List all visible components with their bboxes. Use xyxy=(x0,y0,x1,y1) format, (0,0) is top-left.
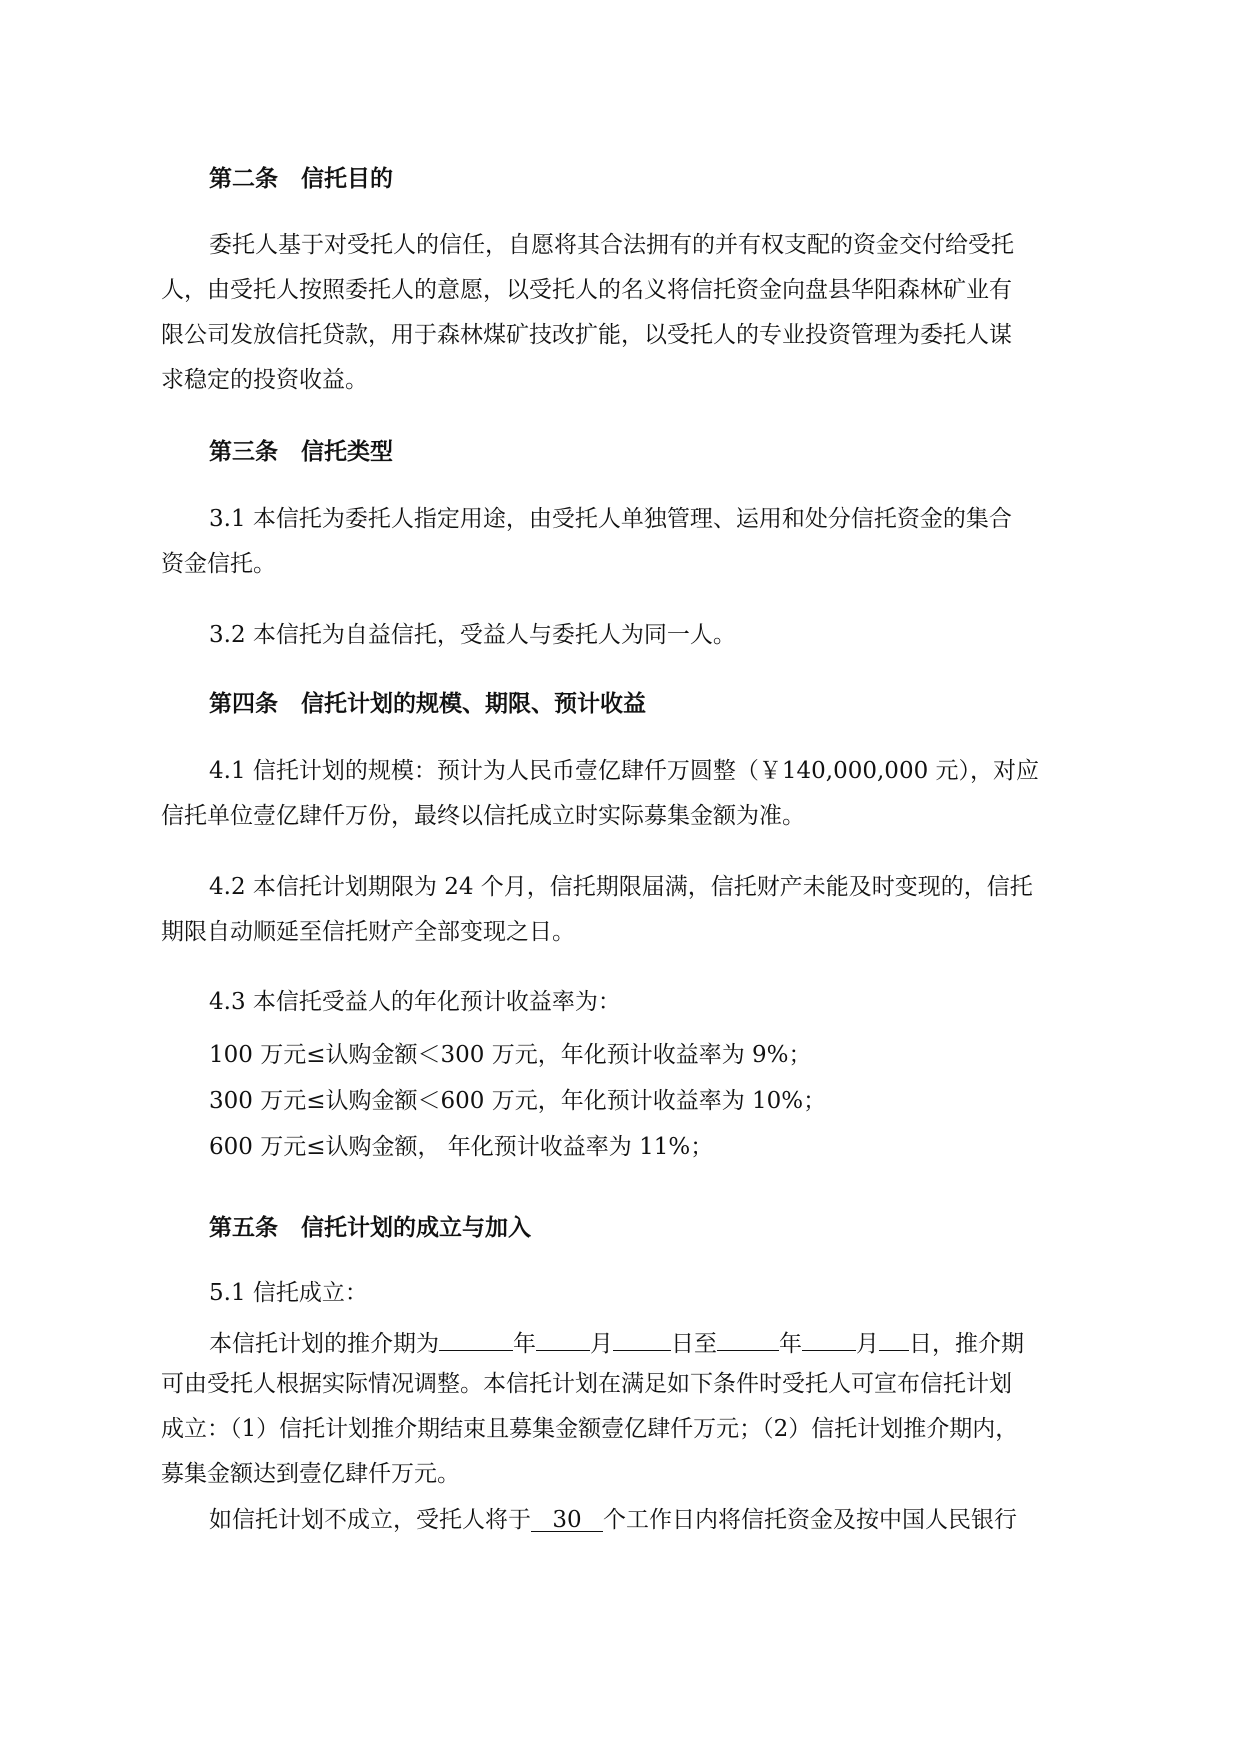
section-2-line-1: 委托人基于对受托人的信任，自愿将其合法拥有的并有权支配的资金交付给受托 xyxy=(209,232,1014,258)
blank-year-start xyxy=(439,1324,513,1351)
year-label-2: 年 xyxy=(779,1331,802,1357)
section-4-1-line-1: 4.1 信托计划的规模：预计为人民币壹亿肆仟万圆整（￥140,000,000 元），对应 xyxy=(209,758,1040,784)
month-label-2: 月 xyxy=(856,1331,879,1357)
working-days-value: 30 xyxy=(531,1505,603,1532)
section-3-1-line-1: 3.1 本信托为委托人指定用途，由受托人单独管理、运用和处分信托资金的集合 xyxy=(209,506,1012,532)
section-3-1-line-2: 资金信托。 xyxy=(161,551,276,577)
section-3-title: 第三条 信托类型 xyxy=(209,438,393,465)
refund-text-b: 个工作日内将信托资金及按中国人民银行 xyxy=(603,1507,1017,1533)
rate-tier-1: 100 万元≤认购金额＜300 万元，年化预计收益率为 9%； xyxy=(209,1042,812,1068)
section-5-para-line-4: 募集金额达到壹亿肆仟万元。 xyxy=(161,1461,460,1487)
section-4-2-line-2: 期限自动顺延至信托财产全部变现之日。 xyxy=(161,919,575,945)
section-5-para-line-3: 成立：（1）信托计划推介期结束且募集金额壹亿肆仟万元；（2）信托计划推介期内， xyxy=(161,1416,1019,1442)
rate-tier-2: 300 万元≤认购金额＜600 万元，年化预计收益率为 10%； xyxy=(209,1088,827,1114)
day-label-2: 日，推介期 xyxy=(909,1331,1024,1357)
section-4-title: 第四条 信托计划的规模、期限、预计收益 xyxy=(209,690,646,717)
blank-month-start xyxy=(536,1324,590,1351)
section-2-line-3: 限公司发放信托贷款，用于森林煤矿技改扩能，以受托人的专业投资管理为委托人谋 xyxy=(161,322,1012,348)
section-3-2: 3.2 本信托为自益信托，受益人与委托人为同一人。 xyxy=(209,622,736,648)
section-2-line-4: 求稳定的投资收益。 xyxy=(161,367,368,393)
section-4-1-line-2: 信托单位壹亿肆仟万份，最终以信托成立时实际募集金额为准。 xyxy=(161,803,805,829)
day-to-label: 日至 xyxy=(671,1331,717,1357)
year-label: 年 xyxy=(513,1331,536,1357)
section-5-title: 第五条 信托计划的成立与加入 xyxy=(209,1214,531,1241)
section-5-para-line-2: 可由受托人根据实际情况调整。本信托计划在满足如下条件时受托人可宣布信托计划 xyxy=(161,1371,1012,1397)
rate-tier-3: 600 万元≤认购金额， 年化预计收益率为 11%； xyxy=(209,1134,714,1160)
section-4-3: 4.3 本信托受益人的年化预计收益率为： xyxy=(209,989,621,1015)
refund-line xyxy=(209,1505,1133,1535)
blank-year-end xyxy=(717,1324,779,1351)
blank-day-end xyxy=(879,1324,909,1351)
month-label: 月 xyxy=(590,1331,613,1357)
blank-day-start xyxy=(613,1324,671,1351)
offer-period-text: 本信托计划的推介期为 xyxy=(209,1331,439,1357)
section-4-2-line-1: 4.2 本信托计划期限为 24 个月，信托期限届满，信托财产未能及时变现的，信托 xyxy=(209,874,1033,900)
refund-text-a: 如信托计划不成立，受托人将于 xyxy=(209,1507,531,1533)
offer-period-line xyxy=(209,1324,1133,1359)
section-2-title: 第二条 信托目的 xyxy=(209,165,393,192)
section-2-line-2: 人，由受托人按照委托人的意愿，以受托人的名义将信托资金向盘县华阳森林矿业有 xyxy=(161,277,1012,303)
blank-month-end xyxy=(802,1324,856,1351)
section-5-1: 5.1 信托成立： xyxy=(209,1280,368,1306)
